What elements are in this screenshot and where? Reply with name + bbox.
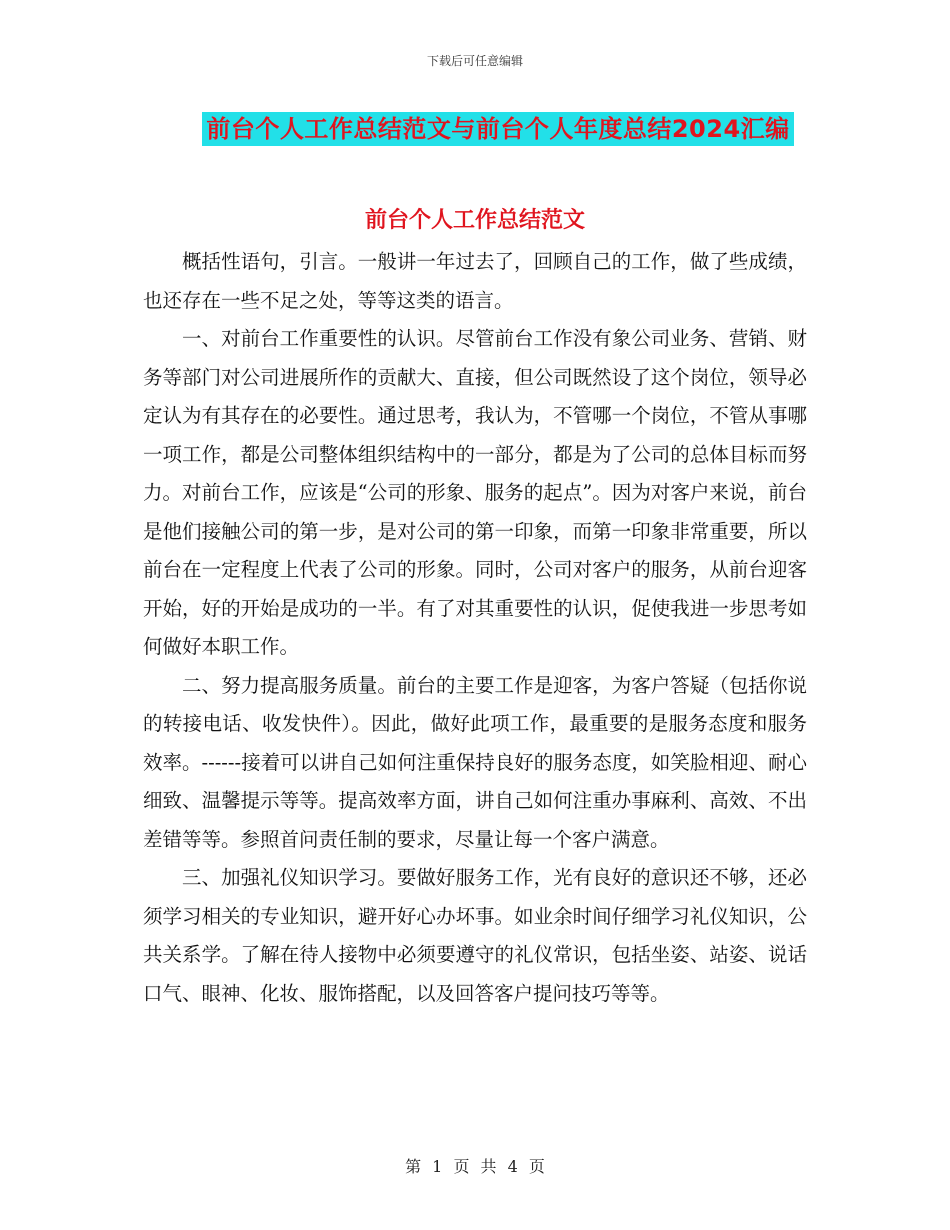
header-note: 下载后可任意编辑 [426, 54, 523, 68]
paragraph-section-two: 二、努力提高服务质量。前台的主要工作是迎客，为客户答疑（包括你说的转接电话、收发快件）。因此，做好此项工作，最重要的是服务态度和服务效率。------接着可以讲自己如何注重保持良好的服务态度，如笑脸相迎、耐心细致、温馨提示等等。提高效率方面，讲自己如何注重办事麻利、高效、不出差错等等。参照首问责任制的要求，尽量让每一个客户满意。 [143, 673, 807, 851]
document-body [143, 243, 807, 1013]
paragraph-section-three: 三、加强礼仪知识学习。要做好服务工作，光有良好的意识还不够，还必须学习相关的专业知识，避开好心办坏事。如业余时间仔细学习礼仪知识，公共关系学。了解在待人接物中必须要遵守的礼仪常识，包括坐姿、站姿、说话口气、眼神、化妆、服饰搭配，以及回答客户提问技巧等等。 [143, 866, 807, 1005]
paragraph-section-one: 一、对前台工作重要性的认识。尽管前台工作没有象公司业务、营销、财务等部门对公司进展所作的贡献大、直接，但公司既然设了这个岗位，领导必定认为有其存在的必要性。通过思考，我认为，不管哪一个岗位，不管从事哪一项工作，都是公司整体组织结构中的一部分，都是为了公司的总体目标而努力。对前台工作，应该是“公司的形象、服务的起点”。因为对客户来说，前台是他们接触公司的第一步，是对公司的第一印象，而第一印象非常重要，所以前台在一定程度上代表了公司的形象。同时，公司对客户的服务，从前台迎客开始，好的开始是成功的一半。有了对其重要性的认识，促使我进一步思考如何做好本职工作。 [143, 327, 807, 658]
document-title: 前台个人工作总结范文与前台个人年度总结2024汇编 [202, 112, 793, 146]
paragraph-intro: 概括性语句，引言。一般讲一年过去了，回顾自己的工作，做了些成绩，也还存在一些不足之处，等等这类的语言。 [143, 250, 807, 312]
section-title: 前台个人工作总结范文 [364, 208, 585, 233]
page-number-footer: 第 1 页 共 4 页 [405, 1157, 545, 1176]
document-title-container [0, 112, 950, 146]
